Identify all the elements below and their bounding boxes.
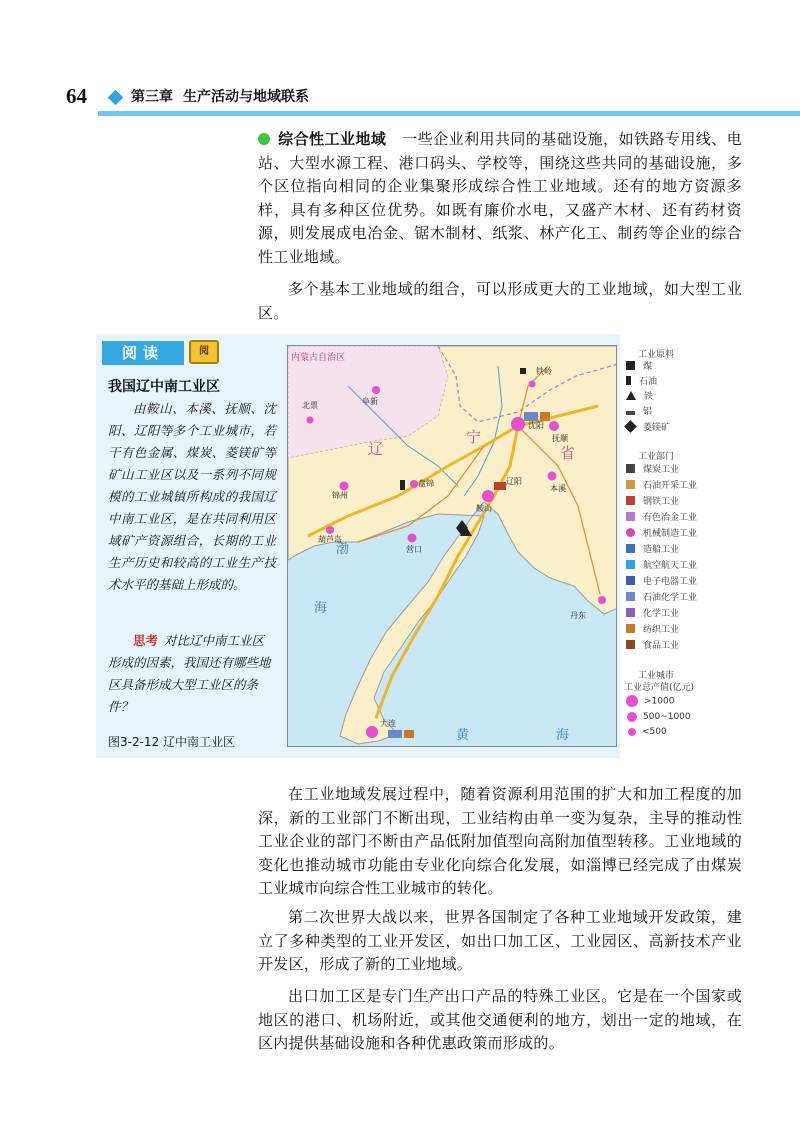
paragraph-export-zone: 出口加工区是专门生产出口产品的特殊工业区。它是在一个国家或地区的港口、机场附近，或其他交通便利的地方，划出一定的地域，在区内提供基础设施和各种优惠政策而形成的。: [258, 987, 742, 1053]
running-header: [131, 86, 319, 106]
paragraph-lead: 综合性工业地域: [278, 130, 387, 148]
city-circle-icon: [626, 695, 638, 707]
header-rule: [98, 111, 800, 116]
map-label-inner-mongolia: 内蒙古自治区: [291, 353, 346, 363]
city-label: 丹东: [570, 611, 586, 620]
legend-sector: 纺织工业: [626, 624, 679, 636]
city-label: 盘锦: [418, 479, 434, 488]
paragraph-large-region: 多个基本工业地域的组合，可以形成更大的工业地域，如大型工业区。: [258, 280, 742, 322]
machinery-icon: [524, 412, 538, 421]
chemical-icon: [626, 608, 635, 617]
coal-icon: [626, 361, 635, 370]
gear-icon: [626, 528, 635, 537]
city-marker: [340, 482, 349, 491]
map-label-liao: 辽: [368, 440, 384, 458]
chapter-title: 生产活动与地域联系: [183, 89, 309, 105]
city-marker: [529, 381, 536, 388]
city-marker: [307, 417, 314, 424]
coal-icon: [520, 368, 526, 374]
paragraph-evolution: 在工业地域发展过程中，随着资源利用范围的扩大和加工程度的加深，新的工业部门不断出现，工业结构由单一变为复杂，主导的推动性工业企业的部门不断由产品低附加值型向高附加值型转移。工业地域的变化也推动城市功能由专业化向综合化发展，如淄博已经完成了由煤炭工业城市向综合性工业城市的转化。: [258, 785, 742, 898]
legend-sector: 钢铁工业: [626, 496, 679, 508]
city-label: 阜新: [362, 397, 378, 406]
city-label: 营口: [406, 545, 422, 554]
legend-sector: 煤炭工业: [626, 464, 679, 476]
city-circle-icon: [628, 728, 636, 736]
page-number: 64: [66, 84, 87, 108]
legend-city-large: >1000: [626, 695, 674, 707]
map-legend: [618, 345, 718, 747]
city-marker: [408, 534, 417, 543]
nonferrous-icon: [626, 512, 635, 521]
textile-icon: [540, 412, 550, 421]
liaozhongnan-map: [287, 345, 617, 747]
book-icon: 阅: [189, 340, 219, 364]
legend-sector: 化学工业: [626, 608, 679, 620]
paragraph-text: 一些企业利用共同的基础设施，如铁路专用线、电站、大型水源工程、港口码头、学校等，围绕这些共同的基础设施，多个区位指向相同的企业集聚形成综合性工业地域。还有的地方资源多样，具有多种区位优势。如既有廉价水电，又盛产木材、还有药材资源，则发展成电冶金、锯木制材、纸浆、林产化工、制药等企业的综合性工业地域。: [258, 130, 742, 266]
legend-sector: 航空航天工业: [626, 560, 697, 572]
legend-raw-title: 工业原料: [638, 350, 675, 360]
think-label: 思考: [133, 633, 159, 648]
magnesite-icon: [624, 420, 637, 433]
legend-oil: 石油: [626, 376, 657, 388]
airplane-icon: [626, 560, 635, 569]
oil-extraction-icon: [626, 480, 635, 489]
city-marker: [410, 480, 418, 488]
think-text: 对比辽中南工业区形成的因素，我国还有哪些地区具备形成大型工业区的条件？: [108, 633, 271, 714]
paragraph-development-zones: 第二次世界大战以来，世界各国制定了各种工业地域开发政策，建立了多种类型的工业开发区，如出口加工区、工业园区、高新技术产业开发区，形成了新的工业地域。: [258, 908, 742, 974]
steel-icon: [494, 482, 506, 490]
legend-city-small: <500: [626, 726, 667, 738]
food-icon: [404, 730, 414, 738]
petrochemical-icon: [626, 592, 635, 601]
map-label-sheng: 省: [560, 444, 576, 462]
city-label: 沈阳: [528, 421, 544, 430]
legend-sector: 造船工业: [626, 544, 679, 556]
steel-industry-icon: [626, 496, 635, 505]
legend-sector: 机械制造工业: [626, 528, 697, 540]
city-marker: [482, 490, 494, 502]
legend-coal: 煤: [626, 361, 652, 373]
city-marker: [511, 417, 525, 431]
legend-aluminum: 铝: [626, 406, 652, 418]
paragraph-comprehensive-region: [258, 128, 742, 270]
diamond-icon: [108, 90, 124, 106]
iron-icon: [626, 391, 636, 400]
city-label: 抚顺: [552, 434, 568, 443]
city-marker: [598, 596, 606, 604]
food-icon: [626, 640, 635, 649]
city-label: 辽阳: [506, 477, 522, 486]
legend-magnesite: 菱镁矿: [626, 422, 670, 434]
think-question: [108, 630, 276, 718]
map-label-hai: 海: [314, 601, 328, 616]
map-svg: [288, 346, 617, 747]
reading-tab: 阅读: [102, 341, 184, 365]
city-label: 大连: [380, 719, 396, 728]
city-label: 铁岭: [536, 367, 552, 376]
legend-sector: 食品工业: [626, 640, 679, 652]
city-label: 锦州: [332, 491, 348, 500]
city-marker: [326, 526, 334, 534]
legend-city-subtitle: 工业总产值(亿元): [624, 683, 695, 693]
city-label: 本溪: [550, 484, 566, 493]
city-marker: [366, 726, 378, 738]
legend-sector: 石油化学工业: [626, 592, 697, 604]
oil-icon: [626, 376, 631, 385]
legend-city-medium: 500~1000: [626, 711, 691, 723]
shipbuilding-icon: [388, 730, 402, 738]
city-label: 北票: [302, 401, 318, 410]
city-marker: [548, 472, 557, 481]
city-label: 葫芦岛: [318, 535, 342, 544]
map-label-huang: 黄: [456, 728, 470, 743]
map-label-hai2: 海: [556, 728, 570, 743]
reading-body: 由鞍山、本溪、抚顺、沈阳、辽阳等多个工业城市，若干有色金属、煤炭、菱镁矿等矿山工业区以及一系列不同规模的工业城镇所构成的我国辽中南工业区，是在共同利用区域矿产资源组合，长期的工业生产历史和较高的工业生产技术水平的基础上形成的。: [108, 401, 276, 592]
city-label: 鞍山: [476, 504, 492, 513]
figure-caption: 图3-2-12 辽中南工业区: [108, 735, 236, 749]
legend-sector: 电子电器工业: [626, 576, 697, 588]
map-label-bo: 渤: [336, 542, 350, 557]
ship-icon: [626, 544, 635, 553]
coal-industry-icon: [626, 464, 635, 473]
legend-city-title: 工业城市: [638, 671, 675, 681]
city-marker: [372, 386, 380, 394]
legend-sector-title: 工业部门: [638, 452, 675, 462]
electronics-icon: [626, 576, 635, 585]
city-circle-icon: [627, 712, 637, 722]
reading-title: 我国辽中南工业区: [108, 379, 220, 395]
aluminum-icon: [626, 411, 635, 415]
textile-icon: [626, 624, 635, 633]
legend-sector: 石油开采工业: [626, 480, 697, 492]
city-marker: [549, 421, 559, 431]
green-bullet-icon: [258, 133, 270, 145]
map-label-ning: 宁: [466, 428, 482, 446]
legend-iron: 铁: [626, 391, 653, 403]
chapter-label: 第三章: [131, 89, 173, 105]
legend-sector: 有色冶金工业: [626, 512, 697, 524]
oil-icon: [400, 480, 405, 490]
